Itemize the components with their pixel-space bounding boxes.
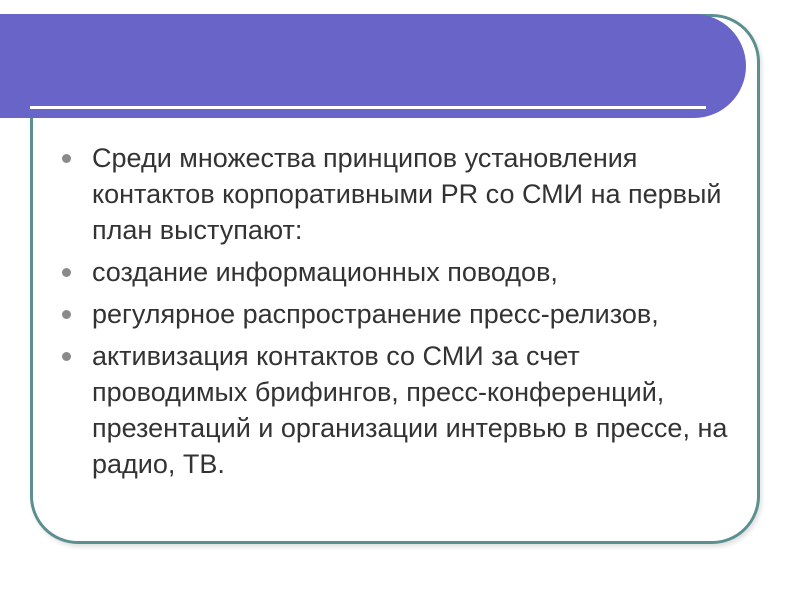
bullet-list	[60, 140, 740, 482]
bullet-text: активизация контактов со СМИ за счет проводимых брифингов, пресс-конференций, презентаций и организации интервью в прессе, на радио, ТВ.	[92, 341, 728, 479]
bullet-icon	[62, 268, 71, 277]
title-divider	[30, 106, 706, 109]
bullet-icon	[62, 154, 71, 163]
list-item	[60, 296, 740, 332]
bullet-text: создание информационных поводов,	[92, 257, 558, 287]
list-item	[60, 338, 740, 482]
bullet-text: регулярное распространение пресс-релизов,	[92, 299, 659, 329]
list-item	[60, 254, 740, 290]
title-bar	[0, 14, 746, 118]
bullet-icon	[62, 310, 71, 319]
bullet-list-container	[60, 140, 740, 488]
bullet-icon	[62, 352, 71, 361]
list-item	[60, 140, 740, 248]
bullet-text: Среди множества принципов установления контактов корпоративными PR со СМИ на первый план выступают:	[92, 143, 722, 245]
